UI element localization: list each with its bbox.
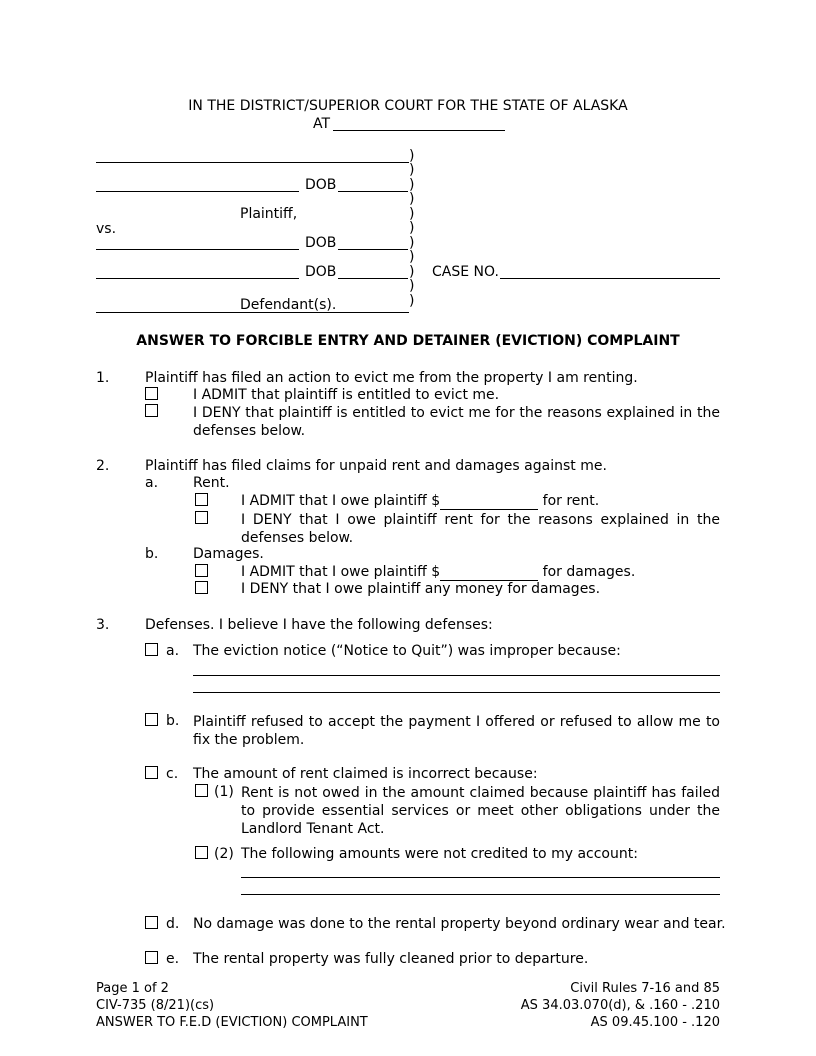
defendant-name-field-1[interactable] <box>96 249 299 250</box>
section-3-text: Defenses. I believe I have the following defenses: <box>145 617 493 633</box>
deny-damages-text: I DENY that I owe plaintiff any money for damages. <box>241 581 601 597</box>
location-field[interactable] <box>333 130 505 131</box>
paren: ) <box>409 278 415 294</box>
defense-c1-text: Rent is not owed in the amount claimed because plaintiff has failed to provide essential services or meet other obligations under the Landlord Tenant Act. <box>241 785 720 837</box>
case-no-label: CASE NO. <box>432 264 499 280</box>
defendant-dob-field-2[interactable] <box>338 278 408 279</box>
paren: ) <box>409 235 415 251</box>
damages-amount-field[interactable] <box>440 566 538 581</box>
dob-label: DOB <box>305 177 337 193</box>
defense-d-label: d. <box>166 916 180 932</box>
defense-b-checkbox[interactable] <box>145 713 158 726</box>
defense-a-text: The eviction notice (“Notice to Quit”) was improper because: <box>193 643 621 659</box>
defense-c-checkbox[interactable] <box>145 766 158 779</box>
deny-eviction-checkbox[interactable] <box>145 404 158 417</box>
dob-label: DOB <box>305 235 337 251</box>
paren: ) <box>409 162 415 178</box>
admit-eviction-checkbox[interactable] <box>145 387 158 400</box>
admit-eviction-text: I ADMIT that plaintiff is entitled to evict me. <box>193 387 500 403</box>
defendant-dob-field-1[interactable] <box>338 249 408 250</box>
admit-damages-suffix: for damages. <box>542 564 636 580</box>
admit-rent-suffix: for rent. <box>542 493 600 509</box>
footer-page-number: Page 1 of 2 <box>96 981 169 996</box>
paren: ) <box>409 220 415 236</box>
deny-eviction-text: I DENY that plaintiff is entitled to evict me for the reasons explained in the defenses below. <box>193 405 720 439</box>
paren: ) <box>409 249 415 265</box>
defense-c2-text: The following amounts were not credited to my account: <box>241 846 638 862</box>
defense-b-text: Plaintiff refused to accept the payment I offered or refused to allow me to fix the problem. <box>193 714 720 748</box>
defense-a-label: a. <box>166 643 180 659</box>
plaintiff-dob-field[interactable] <box>338 191 408 192</box>
section-2-text: Plaintiff has filed claims for unpaid rent and damages against me. <box>145 458 607 474</box>
section-1-text: Plaintiff has filed an action to evict me from the property I am renting. <box>145 370 638 386</box>
at-label: AT <box>313 116 331 132</box>
section-1-number: 1. <box>96 370 110 386</box>
defense-c-text: The amount of rent claimed is incorrect because: <box>193 766 538 782</box>
section-2a-title: Rent. <box>193 475 230 491</box>
admit-rent-checkbox[interactable] <box>195 493 208 506</box>
admit-rent-text <box>241 493 599 510</box>
plaintiff-name-field[interactable] <box>96 191 299 192</box>
section-2-number: 2. <box>96 458 110 474</box>
defense-c2-checkbox[interactable] <box>195 846 208 859</box>
defense-d-text: No damage was done to the rental property beyond ordinary wear and tear. <box>193 916 726 932</box>
document-title: ANSWER TO FORCIBLE ENTRY AND DETAINER (EVICTION) COMPLAINT <box>136 333 680 349</box>
paren: ) <box>409 293 415 309</box>
admit-rent-prefix: I ADMIT that I owe plaintiff $ <box>241 493 441 509</box>
rent-amount-field[interactable] <box>440 495 538 510</box>
defense-c2-label: (2) <box>214 846 234 862</box>
admit-damages-text <box>241 564 635 581</box>
section-2a-label: a. <box>145 475 159 491</box>
admit-damages-checkbox[interactable] <box>195 564 208 577</box>
plaintiff-label: Plaintiff, <box>240 206 298 222</box>
defense-c1-checkbox[interactable] <box>195 784 208 797</box>
defense-e-label: e. <box>166 951 180 967</box>
defense-b-label: b. <box>166 713 180 729</box>
deny-damages-checkbox[interactable] <box>195 581 208 594</box>
defense-c1-label: (1) <box>214 784 234 800</box>
defendant-label: Defendant(s). <box>240 297 337 313</box>
defense-c2-amounts-line-1[interactable] <box>241 877 720 878</box>
footer-statute-1: AS 34.03.070(d), & .160 - .210 <box>520 998 720 1013</box>
section-3-number: 3. <box>96 617 110 633</box>
footer-form-number: CIV-735 (8/21)(cs) <box>96 998 215 1013</box>
defense-a-explanation-line-1[interactable] <box>193 675 720 676</box>
paren: ) <box>409 177 415 193</box>
deny-rent-checkbox[interactable] <box>195 511 208 524</box>
paren: ) <box>409 148 415 164</box>
defense-c-label: c. <box>166 766 179 782</box>
dob-label: DOB <box>305 264 337 280</box>
footer-statute-2: AS 09.45.100 - .120 <box>590 1015 720 1030</box>
paren: ) <box>409 264 415 280</box>
footer-civil-rules: Civil Rules 7-16 and 85 <box>570 981 720 996</box>
defense-a-explanation-line-2[interactable] <box>193 692 720 693</box>
defense-d-checkbox[interactable] <box>145 916 158 929</box>
paren: ) <box>409 191 415 207</box>
section-2b-label: b. <box>145 546 159 562</box>
defense-e-checkbox[interactable] <box>145 951 158 964</box>
section-2b-title: Damages. <box>193 546 264 562</box>
court-heading: IN THE DISTRICT/SUPERIOR COURT FOR THE STATE OF ALASKA <box>188 98 628 114</box>
defense-a-checkbox[interactable] <box>145 643 158 656</box>
footer-form-title: ANSWER TO F.E.D (EVICTION) COMPLAINT <box>96 1015 368 1030</box>
party-name-line-1[interactable] <box>96 162 409 163</box>
deny-rent-text: I DENY that I owe plaintiff rent for the reasons explained in the defenses below. <box>241 512 720 546</box>
vs-label: vs. <box>96 221 117 237</box>
defense-e-text: The rental property was fully cleaned prior to departure. <box>193 951 589 967</box>
defense-c2-amounts-line-2[interactable] <box>241 894 720 895</box>
paren: ) <box>409 206 415 222</box>
admit-damages-prefix: I ADMIT that I owe plaintiff $ <box>241 564 441 580</box>
case-number-field[interactable] <box>500 278 720 279</box>
defendant-name-field-2[interactable] <box>96 278 299 279</box>
